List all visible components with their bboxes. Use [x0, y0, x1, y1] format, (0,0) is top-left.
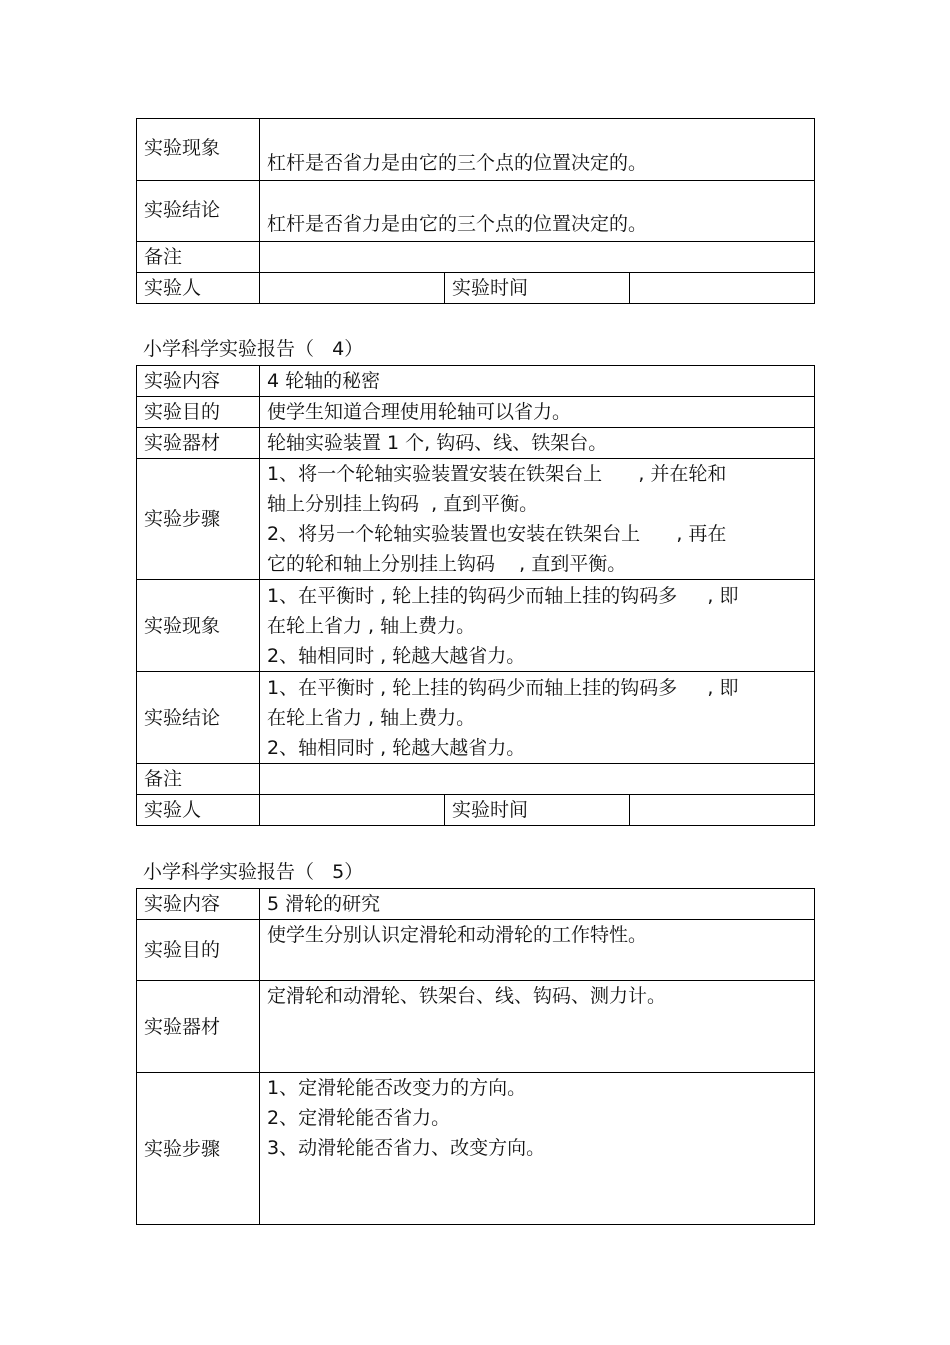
person-value [260, 273, 445, 304]
conclusion-value [260, 672, 815, 764]
report-5-table [136, 888, 814, 1225]
person-value [260, 795, 445, 826]
remark-value [260, 242, 815, 273]
steps-label: 实验步骤 [137, 1073, 260, 1225]
report-4-title: 小学科学实验报告（ 4） [143, 338, 364, 360]
step-line: 轴上分别挂上钩码 , 直到平衡。 [267, 493, 539, 515]
conclusion-line: 在轮上省力 , 轴上费力。 [267, 706, 476, 729]
step-line: 3、动滑轮能否省力、改变方向。 [267, 1137, 546, 1159]
step-line: 2、定滑轮能否省力。 [267, 1107, 451, 1129]
purpose-label: 实验目的 [137, 920, 260, 981]
time-label: 实验时间 [445, 273, 630, 304]
equipment-label: 实验器材 [137, 981, 260, 1073]
remark-value [260, 764, 815, 795]
step-line: 2、将另一个轮轴实验装置也安装在铁架台上 , 再在 [267, 523, 727, 545]
equipment-label: 实验器材 [137, 428, 260, 459]
time-value [630, 795, 815, 826]
phenomenon-line: 在轮上省力 , 轴上费力。 [267, 614, 476, 637]
phenomenon-label: 实验现象 [137, 580, 260, 672]
purpose-value: 使学生知道合理使用轮轴可以省力。 [260, 397, 815, 428]
conclusion-label: 实验结论 [137, 181, 260, 242]
time-label: 实验时间 [445, 795, 630, 826]
step-line: 1、定滑轮能否改变力的方向。 [267, 1077, 527, 1099]
steps-value [260, 1073, 815, 1225]
purpose-value: 使学生分别认识定滑轮和动滑轮的工作特性。 [260, 920, 815, 981]
steps-value [260, 459, 815, 580]
remark-label: 备注 [137, 764, 260, 795]
remark-label: 备注 [137, 242, 260, 273]
person-label: 实验人 [137, 273, 260, 304]
content-label: 实验内容 [137, 366, 260, 397]
conclusion-line: 2、轴相同时 , 轮越大越省力。 [267, 736, 526, 759]
conclusion-line: 1、在平衡时 , 轮上挂的钩码少而轴上挂的钩码多 , 即 [267, 676, 739, 699]
report-5-title: 小学科学实验报告（ 5） [143, 861, 364, 883]
report-3-table [136, 118, 814, 304]
equipment-value: 轮轴实验装置 1 个, 钩码、线、铁架台。 [260, 428, 815, 459]
step-line: 1、将一个轮轴实验装置安装在铁架台上 , 并在轮和 [267, 463, 727, 485]
steps-label: 实验步骤 [137, 459, 260, 580]
report-4-table [136, 365, 814, 826]
content-value: 4 轮轴的秘密 [260, 366, 815, 397]
content-value: 5 滑轮的研究 [260, 889, 815, 920]
phenomenon-line: 2、轴相同时 , 轮越大越省力。 [267, 644, 526, 667]
content-label: 实验内容 [137, 889, 260, 920]
phenomenon-value: 杠杆是否省力是由它的三个点的位置决定的。 [260, 119, 815, 181]
purpose-label: 实验目的 [137, 397, 260, 428]
phenomenon-label: 实验现象 [137, 119, 260, 181]
equipment-value: 定滑轮和动滑轮、铁架台、线、钩码、测力计。 [260, 981, 815, 1073]
person-label: 实验人 [137, 795, 260, 826]
time-value [630, 273, 815, 304]
phenomenon-line: 1、在平衡时 , 轮上挂的钩码少而轴上挂的钩码多 , 即 [267, 584, 739, 607]
conclusion-label: 实验结论 [137, 672, 260, 764]
phenomenon-value [260, 580, 815, 672]
conclusion-value: 杠杆是否省力是由它的三个点的位置决定的。 [260, 181, 815, 242]
step-line: 它的轮和轴上分别挂上钩码 , 直到平衡。 [267, 553, 627, 575]
